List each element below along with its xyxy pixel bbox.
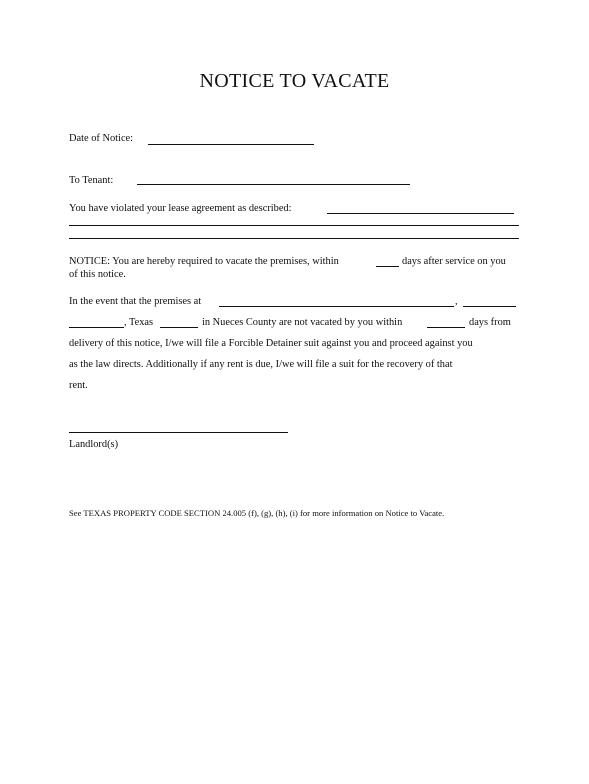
event-comma: , [455, 296, 458, 307]
date-of-notice-label: Date of Notice: [69, 133, 134, 144]
property-code-footnote: See TEXAS PROPERTY CODE SECTION 24.005 (f), (g), (h), (i) for more information on Notice to Vacate. [69, 508, 445, 518]
tenant-name-blank[interactable] [137, 184, 410, 185]
zip-code-blank[interactable] [160, 327, 198, 328]
days-to-vacate-blank[interactable] [376, 266, 399, 267]
event-county-text: in Nueces County are not vacated by you within [202, 317, 403, 328]
event-text-line-3: delivery of this notice, I/we will file a Forcible Detainer suit against you and proceed against you [69, 338, 473, 349]
event-text-line-5: rent. [69, 380, 88, 391]
event-text-line-4: as the law directs. Additionally if any rent is due, I/we will file a suit for the recovery of that [69, 359, 453, 370]
to-tenant-label: To Tenant: [69, 175, 114, 186]
violation-blank-3[interactable] [69, 238, 519, 239]
document-title: NOTICE TO VACATE [199, 70, 390, 92]
premises-city-blank[interactable] [463, 306, 516, 307]
violation-blank-2[interactable] [69, 225, 519, 226]
notice-text-line-1-tail: days after service on you [402, 256, 506, 267]
date-of-notice-blank[interactable] [148, 144, 314, 145]
event-text-line-1: In the event that the premises at [69, 296, 202, 307]
event-days-from-text: days from [469, 317, 511, 328]
premises-address-blank[interactable] [219, 306, 454, 307]
landlord-label: Landlord(s) [69, 439, 119, 450]
event-texas-text: , Texas [124, 317, 154, 328]
days-from-delivery-blank[interactable] [427, 327, 465, 328]
notice-text-line-1: NOTICE: You are hereby required to vacate the premises, within [69, 256, 339, 267]
city-blank-continued[interactable] [69, 327, 124, 328]
notice-text-line-2: of this notice. [69, 269, 126, 280]
violation-label: You have violated your lease agreement as described: [69, 203, 292, 214]
violation-blank-1[interactable] [327, 213, 514, 214]
landlord-signature-blank[interactable] [69, 432, 288, 433]
